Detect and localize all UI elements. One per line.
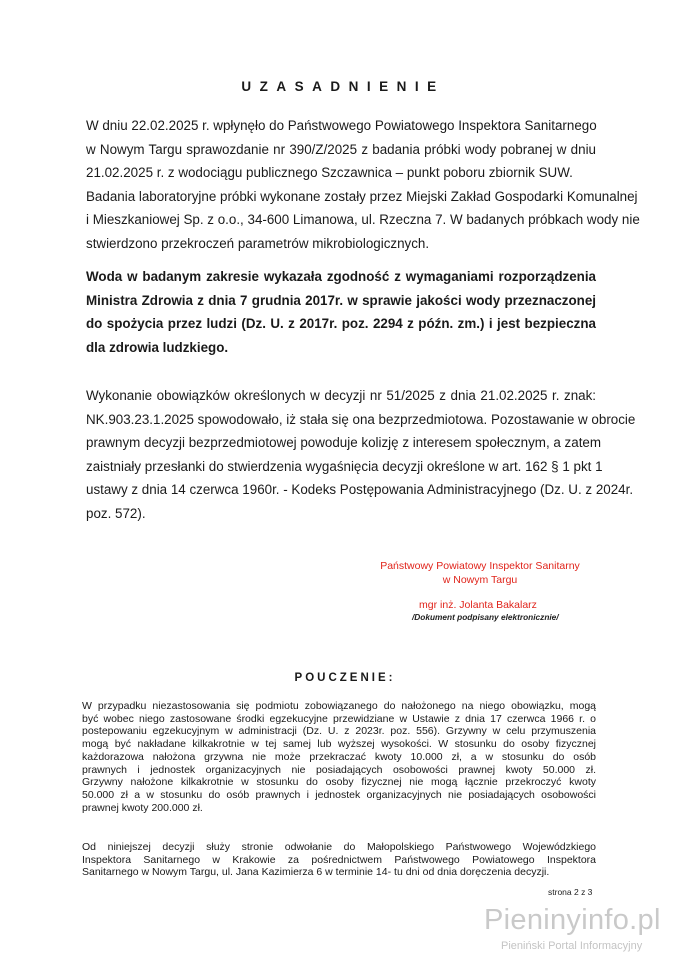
text-line: mogą być nakładane kilkakrotnie w tej samej lub wyższej wysokości. W stosunku do osoby fizycznej bbox=[82, 738, 596, 751]
text-line: 21.02.2025 r. z wodociągu publicznego Szczawnica – punkt poboru zbiornik SUW. bbox=[86, 165, 573, 180]
text-line: 50.000 zł a w stosunku do osób prawnych i jednostek organizacyjnych nie posiadających osobowości bbox=[82, 788, 596, 801]
justification-paragraph-2 bbox=[86, 265, 596, 359]
text-line: Inspektora Sanitarnego w Krakowie za pośrednictwem Państwowego Powiatowego Inspektora bbox=[82, 853, 596, 866]
page-number: strona 2 z 3 bbox=[548, 887, 593, 897]
section-title-instruction: POUCZENIE: bbox=[294, 672, 396, 684]
section-title-justification: UZASADNIENIE bbox=[241, 79, 445, 94]
text-line: Wykonanie obowiązków określonych w decyzji nr 51/2025 z dnia 21.02.2025 r. znak: bbox=[86, 388, 596, 403]
signature-note: /Dokument podpisany elektronicznie/ bbox=[412, 612, 559, 622]
text-line: prawnej kwoty 200.000 zł. bbox=[82, 801, 203, 814]
text-line: W przypadku niezastosowania się podmiotu zobowiązanego do nałożonego na niego obowiązku, mogą bbox=[82, 700, 596, 712]
watermark-subtitle: Pieniński Portal Informacyjny bbox=[501, 940, 643, 952]
text-line: Badania laboratoryjne próbki wykonane zostały przez Miejski Zakład Gospodarki Komunalnej bbox=[86, 188, 638, 204]
text-line: do spożycia przez ludzi (Dz. U. z 2017r. poz. 2294 z późn. zm.) i jest bezpieczna bbox=[86, 316, 596, 331]
text-line: postepowaniu egzekucyjnym w administracji (Dz. U. z 2023r. poz. 556). Grzywny w celu przymuszenia bbox=[82, 725, 596, 738]
text-line: stwierdzono przekroczeń parametrów mikrobiologicznych. bbox=[86, 235, 430, 251]
signature-name: mgr inż. Jolanta Bakalarz bbox=[419, 599, 537, 611]
text-line: być wobec niego zastosowane środki egzekucyjne przewidziane w Ustawie z dnia 17 czerwca 1966 r. o bbox=[82, 712, 596, 725]
text-line: prawnym decyzji bezprzedmiotowej powoduje kolizję z interesem społecznym, a zatem bbox=[86, 435, 602, 450]
signature-office bbox=[340, 559, 620, 587]
text-line: W dniu 22.02.2025 r. wpłynęło do Państwowego Powiatowego Inspektora Sanitarnego bbox=[86, 118, 597, 133]
signature-office-line-1: Państwowy Powiatowy Inspektor Sanitarny bbox=[380, 560, 580, 572]
text-line: poz. 572). bbox=[86, 505, 146, 521]
text-line: zaistniały przesłanki do stwierdzenia wygaśnięcia decyzji określone w art. 162 § 1 pkt 1 bbox=[86, 458, 603, 474]
text-line: Woda w badanym zakresie wykazała zgodność z wymaganiami rozporządzenia bbox=[86, 269, 596, 284]
text-line: prawnych i jednostek organizacyjnych nie posiadających osobowości prawnej kwoty 50.000 zł. bbox=[82, 763, 596, 776]
instruction-paragraph-2 bbox=[82, 841, 596, 879]
watermark-logo: Pieninyinfo.pl bbox=[484, 904, 661, 936]
instruction-paragraph-1 bbox=[82, 700, 596, 814]
text-line: Grzywny nałożone kilkakrotnie w stosunku do osoby fizycznej nie mogą łącznie przekroczyć kwoty bbox=[82, 776, 596, 789]
text-line: w Nowym Targu sprawozdanie nr 390/Z/2025 z badania próbki wody pobranej w dniu bbox=[86, 141, 596, 157]
signature-office-line-2: w Nowym Targu bbox=[442, 574, 518, 586]
text-line: NK.903.23.1.2025 spowodowało, iż stała się ona bezprzedmiotowa. Pozostawanie w obrocie bbox=[86, 411, 636, 427]
text-line: Sanitarnego w Nowym Targu, ul. Jana Kazimierza 6 w terminie 14- tu dni od dnia doręczenia decyzji. bbox=[82, 866, 550, 879]
justification-paragraph-3 bbox=[86, 384, 636, 525]
text-line: ustawy z dnia 14 czerwca 1960r. - Kodeks Postępowania Administracyjnego (Dz. U. z 2024r. bbox=[86, 482, 634, 497]
text-line: każdorazowa nałożona grzywna nie może przekraczać kwoty 10.000 zł, a w stosunku do osób bbox=[82, 750, 596, 763]
justification-paragraph-1 bbox=[86, 114, 640, 255]
text-line: Ministra Zdrowia z dnia 7 grudnia 2017r. w sprawie jakości wody przeznaczonej bbox=[86, 292, 596, 308]
text-line: dla zdrowia ludzkiego. bbox=[86, 339, 229, 355]
text-line: i Mieszkaniowej Sp. z o.o., 34-600 Limanowa, ul. Rzeczna 7. W badanych próbkach wody nie bbox=[86, 212, 640, 227]
text-line: Od niniejszej decyzji służy stronie odwołanie do Małopolskiego Państwowego Wojewódzkiego bbox=[82, 841, 596, 853]
